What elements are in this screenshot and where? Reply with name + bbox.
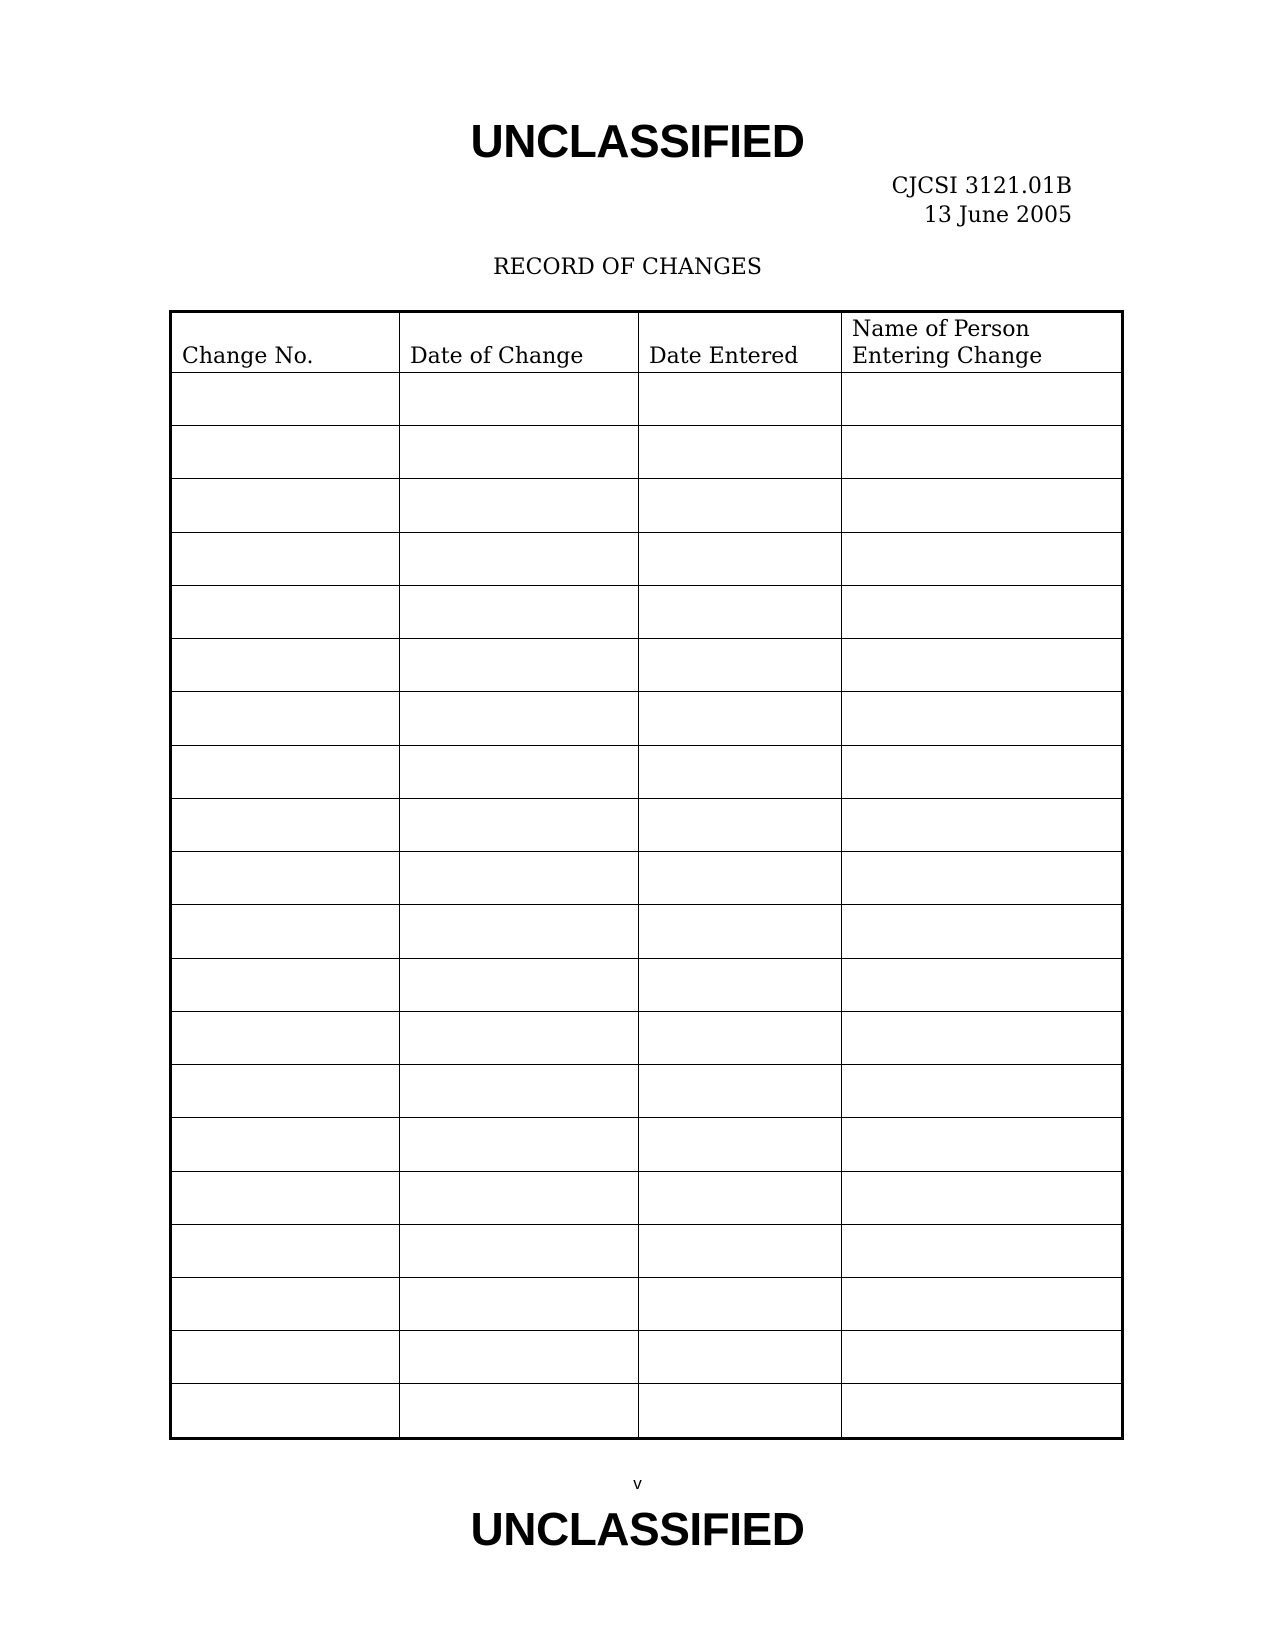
table-cell-change-no — [171, 1171, 400, 1224]
table-cell-change-no — [171, 585, 400, 638]
table-cell-date-entered — [639, 905, 842, 958]
table-cell-date-of-change — [400, 585, 639, 638]
table-cell-date-entered — [639, 373, 842, 426]
table-cell-date-of-change — [400, 1118, 639, 1171]
table-row — [171, 532, 1123, 585]
table-cell-date-entered — [639, 1384, 842, 1439]
table-cell-name-of-person — [842, 692, 1123, 745]
table-row — [171, 1224, 1123, 1277]
table-cell-name-of-person — [842, 639, 1123, 692]
table-cell-date-of-change — [400, 958, 639, 1011]
classification-banner-bottom: UNCLASSIFIED — [470, 1503, 805, 1555]
section-title-text: RECORD OF CHANGES — [493, 255, 762, 280]
table-cell-date-of-change — [400, 639, 639, 692]
table-cell-change-no — [171, 905, 400, 958]
table-cell-change-no — [171, 852, 400, 905]
table-cell-date-of-change — [400, 798, 639, 851]
table-row — [171, 1118, 1123, 1171]
table-row — [171, 905, 1123, 958]
table-cell-date-entered — [639, 1065, 842, 1118]
table-cell-date-of-change — [400, 745, 639, 798]
table-row — [171, 958, 1123, 1011]
table-cell-name-of-person — [842, 905, 1123, 958]
table-cell-date-of-change — [400, 426, 639, 479]
table-cell-date-of-change — [400, 852, 639, 905]
table-row — [171, 426, 1123, 479]
column-header-change-no: Change No. — [171, 312, 400, 373]
column-header-name-of-person — [842, 312, 1123, 373]
table-cell-date-of-change — [400, 1224, 639, 1277]
table-cell-change-no — [171, 1277, 400, 1330]
table-cell-date-entered — [639, 1118, 842, 1171]
table-cell-date-of-change — [400, 1171, 639, 1224]
table-cell-date-of-change — [400, 1331, 639, 1384]
table-cell-date-entered — [639, 532, 842, 585]
document-date: 13 June 2005 — [923, 203, 1072, 228]
table-cell-date-of-change — [400, 1277, 639, 1330]
table-cell-date-of-change — [400, 1011, 639, 1064]
table-cell-date-of-change — [400, 479, 639, 532]
table-cell-change-no — [171, 1224, 400, 1277]
table-cell-name-of-person — [842, 1118, 1123, 1171]
record-of-changes-table — [169, 310, 1124, 1440]
document-identifier — [892, 172, 1072, 230]
table-row — [171, 1331, 1123, 1384]
table-row — [171, 692, 1123, 745]
table-cell-name-of-person — [842, 479, 1123, 532]
table-cell-name-of-person — [842, 373, 1123, 426]
table-row — [171, 1011, 1123, 1064]
table-cell-name-of-person — [842, 798, 1123, 851]
table-cell-name-of-person — [842, 1384, 1123, 1439]
table-cell-change-no — [171, 532, 400, 585]
table-header-row — [171, 312, 1123, 373]
column-header-date-entered: Date Entered — [639, 312, 842, 373]
table-row — [171, 1065, 1123, 1118]
table-cell-date-entered — [639, 1331, 842, 1384]
table-cell-name-of-person — [842, 1224, 1123, 1277]
table-body — [171, 373, 1123, 1439]
table-cell-name-of-person — [842, 532, 1123, 585]
table-cell-date-entered — [639, 745, 842, 798]
table-cell-date-entered — [639, 1011, 842, 1064]
table-cell-change-no — [171, 1331, 400, 1384]
table-row — [171, 1384, 1123, 1439]
table-cell-name-of-person — [842, 1331, 1123, 1384]
table-cell-change-no — [171, 1118, 400, 1171]
table-cell-change-no — [171, 958, 400, 1011]
column-header-name-line2: Entering Change — [852, 344, 1043, 369]
table-row — [171, 798, 1123, 851]
table-row — [171, 1277, 1123, 1330]
table-cell-date-entered — [639, 1224, 842, 1277]
document-number: CJCSI 3121.01B — [891, 174, 1072, 199]
table-cell-change-no — [171, 798, 400, 851]
table-cell-name-of-person — [842, 1277, 1123, 1330]
table-cell-date-entered — [639, 426, 842, 479]
table-cell-date-entered — [639, 692, 842, 745]
column-header-date-of-change: Date of Change — [400, 312, 639, 373]
column-header-name-line1: Name of Person — [852, 317, 1030, 342]
table-row — [171, 745, 1123, 798]
table-cell-date-of-change — [400, 1384, 639, 1439]
table-row — [171, 1171, 1123, 1224]
table-cell-date-of-change — [400, 692, 639, 745]
table-cell-name-of-person — [842, 852, 1123, 905]
table-cell-date-entered — [639, 852, 842, 905]
table-cell-change-no — [171, 745, 400, 798]
table-cell-name-of-person — [842, 585, 1123, 638]
table-cell-change-no — [171, 426, 400, 479]
table-cell-name-of-person — [842, 1065, 1123, 1118]
table-cell-name-of-person — [842, 426, 1123, 479]
table-cell-date-of-change — [400, 532, 639, 585]
table-cell-name-of-person — [842, 958, 1123, 1011]
table-row — [171, 479, 1123, 532]
table-cell-date-of-change — [400, 1065, 639, 1118]
section-title — [0, 257, 1275, 279]
classification-banner-top: UNCLASSIFIED — [470, 115, 805, 167]
table-cell-change-no — [171, 639, 400, 692]
table-cell-name-of-person — [842, 1011, 1123, 1064]
table-cell-date-entered — [639, 1171, 842, 1224]
table-cell-change-no — [171, 1011, 400, 1064]
table-row — [171, 373, 1123, 426]
table-cell-date-of-change — [400, 373, 639, 426]
table-cell-change-no — [171, 479, 400, 532]
table-row — [171, 852, 1123, 905]
table-cell-change-no — [171, 1065, 400, 1118]
table-cell-change-no — [171, 373, 400, 426]
table-cell-change-no — [171, 1384, 400, 1439]
table-cell-date-entered — [639, 958, 842, 1011]
table-cell-date-entered — [639, 585, 842, 638]
table-cell-change-no — [171, 692, 400, 745]
table-cell-date-entered — [639, 479, 842, 532]
table-cell-name-of-person — [842, 1171, 1123, 1224]
page-number: v — [633, 1474, 642, 1493]
table-cell-name-of-person — [842, 745, 1123, 798]
table-cell-date-of-change — [400, 905, 639, 958]
table-cell-date-entered — [639, 798, 842, 851]
table-cell-date-entered — [639, 1277, 842, 1330]
table-row — [171, 585, 1123, 638]
table-cell-date-entered — [639, 639, 842, 692]
table-row — [171, 639, 1123, 692]
